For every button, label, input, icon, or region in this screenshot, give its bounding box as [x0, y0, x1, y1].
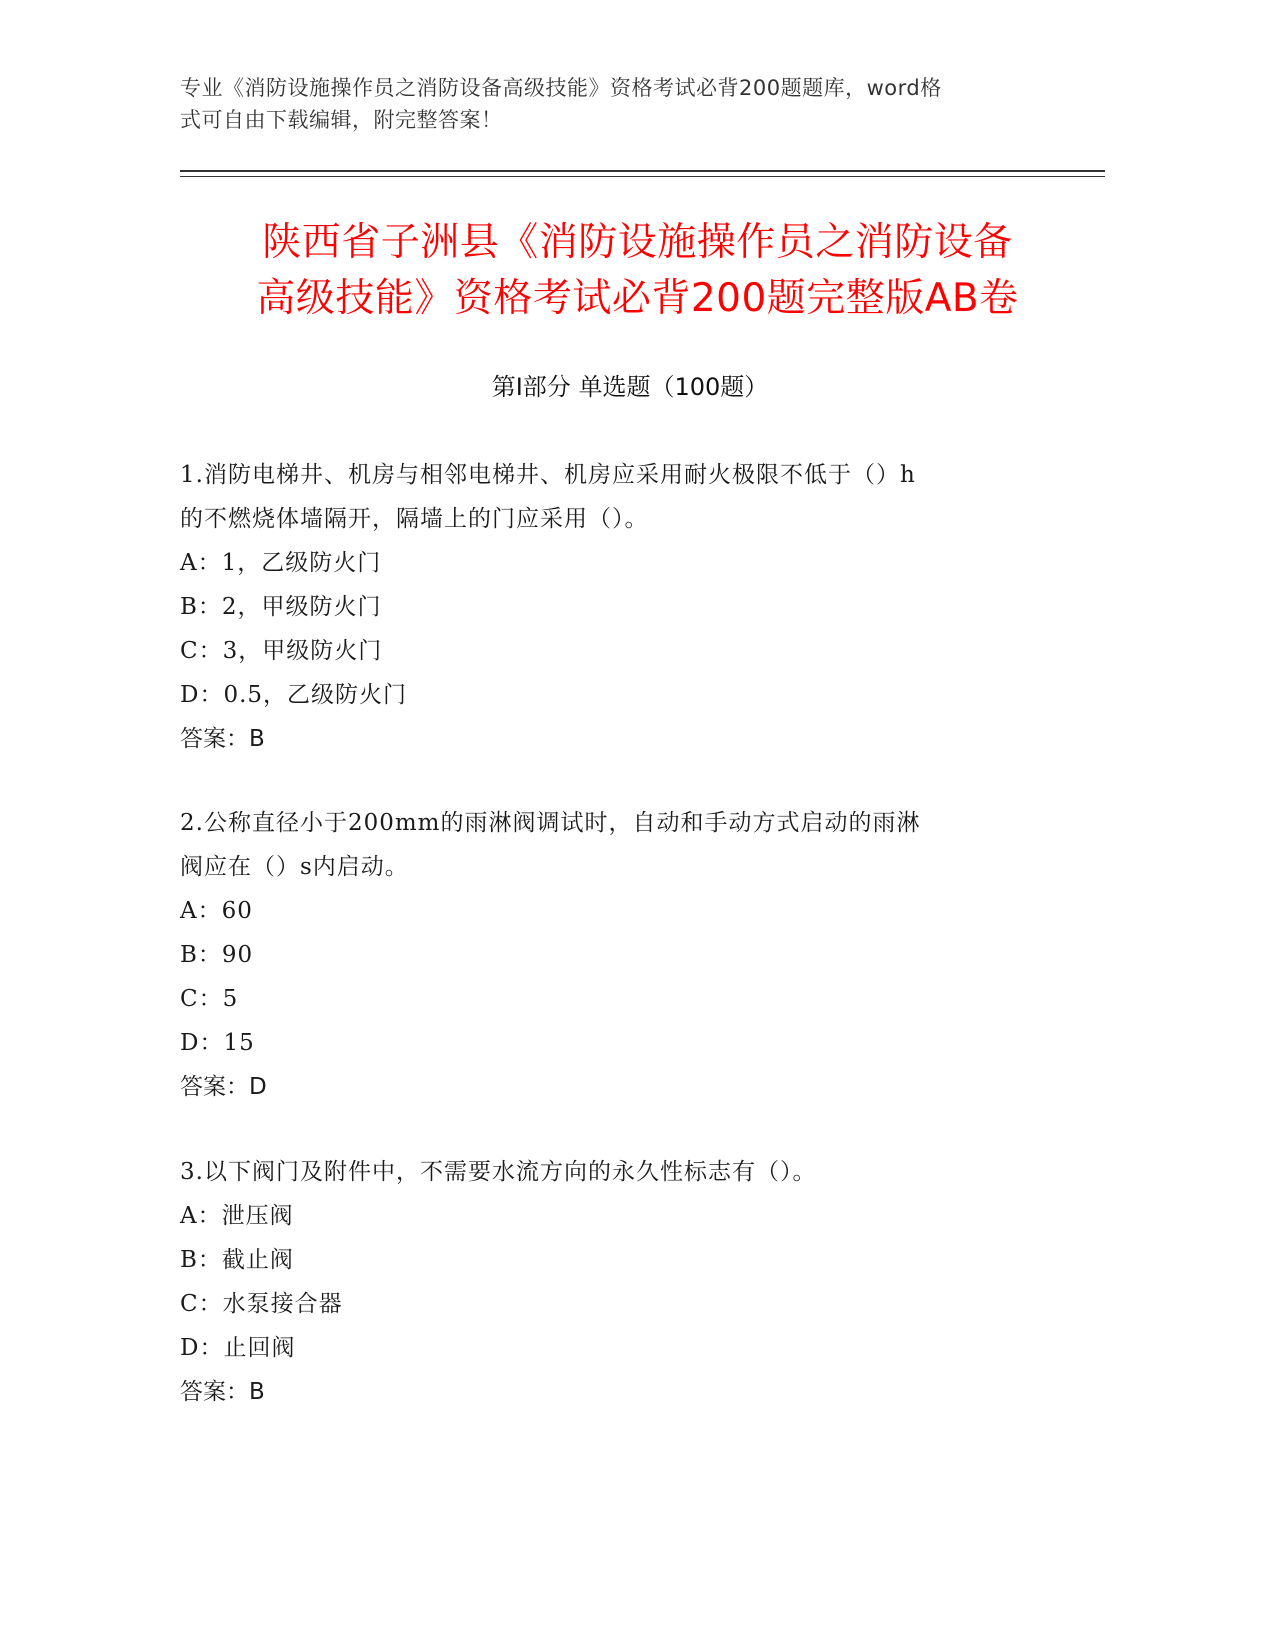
answer-text: 答案：D	[180, 1074, 267, 1100]
title-line-1: 陕西省子洲县《消防设施操作员之消防设备	[262, 220, 1013, 265]
option-a: A：1，乙级防火门	[180, 550, 382, 576]
question-block	[180, 453, 1060, 761]
option-d: D：0.5，乙级防火门	[180, 682, 408, 708]
option-d: D：15	[180, 1030, 255, 1056]
answer-text: 答案：B	[180, 726, 265, 752]
title-line-2: 高级技能》资格考试必背200题完整版AB卷	[256, 276, 1019, 321]
section-heading: 第Ⅰ部分 单选题（100题）	[491, 373, 769, 401]
intro-text	[180, 72, 1040, 136]
intro-line-2: 式可自由下载编辑，附完整答案！	[180, 108, 503, 132]
question-stem-line: 3.以下阀门及附件中，不需要水流方向的永久性标志有（）。	[180, 1159, 817, 1185]
question-block	[180, 801, 1060, 1109]
option-b: B：2，甲级防火门	[180, 594, 382, 620]
question-stem-line: 1.消防电梯井、机房与相邻电梯井、机房应采用耐火极限不低于（）h	[180, 462, 916, 488]
option-c: C：5	[180, 986, 239, 1012]
option-c: C：3，甲级防火门	[180, 638, 383, 664]
intro-line-1: 专业《消防设施操作员之消防设备高级技能》资格考试必背200题题库，word格	[180, 76, 942, 100]
header-rule-thin	[180, 176, 1105, 177]
document-title	[170, 215, 1105, 327]
option-b: B：90	[180, 942, 254, 968]
header-rule-thick	[180, 170, 1105, 172]
option-a: A：泄压阀	[180, 1203, 294, 1229]
question-stem-line: 的不燃烧体墙隔开，隔墙上的门应采用（）。	[180, 506, 649, 532]
question-stem-line: 2.公称直径小于200mm的雨淋阀调试时，自动和手动方式启动的雨淋	[180, 810, 921, 836]
option-a: A：60	[180, 898, 253, 924]
answer-text: 答案：B	[180, 1379, 265, 1405]
question-stem-line: 阀应在（）s内启动。	[180, 854, 409, 880]
option-d: D：止回阀	[180, 1335, 296, 1361]
question-block	[180, 1150, 1060, 1414]
option-b: B：截止阀	[180, 1247, 294, 1273]
option-c: C：水泵接合器	[180, 1291, 343, 1317]
